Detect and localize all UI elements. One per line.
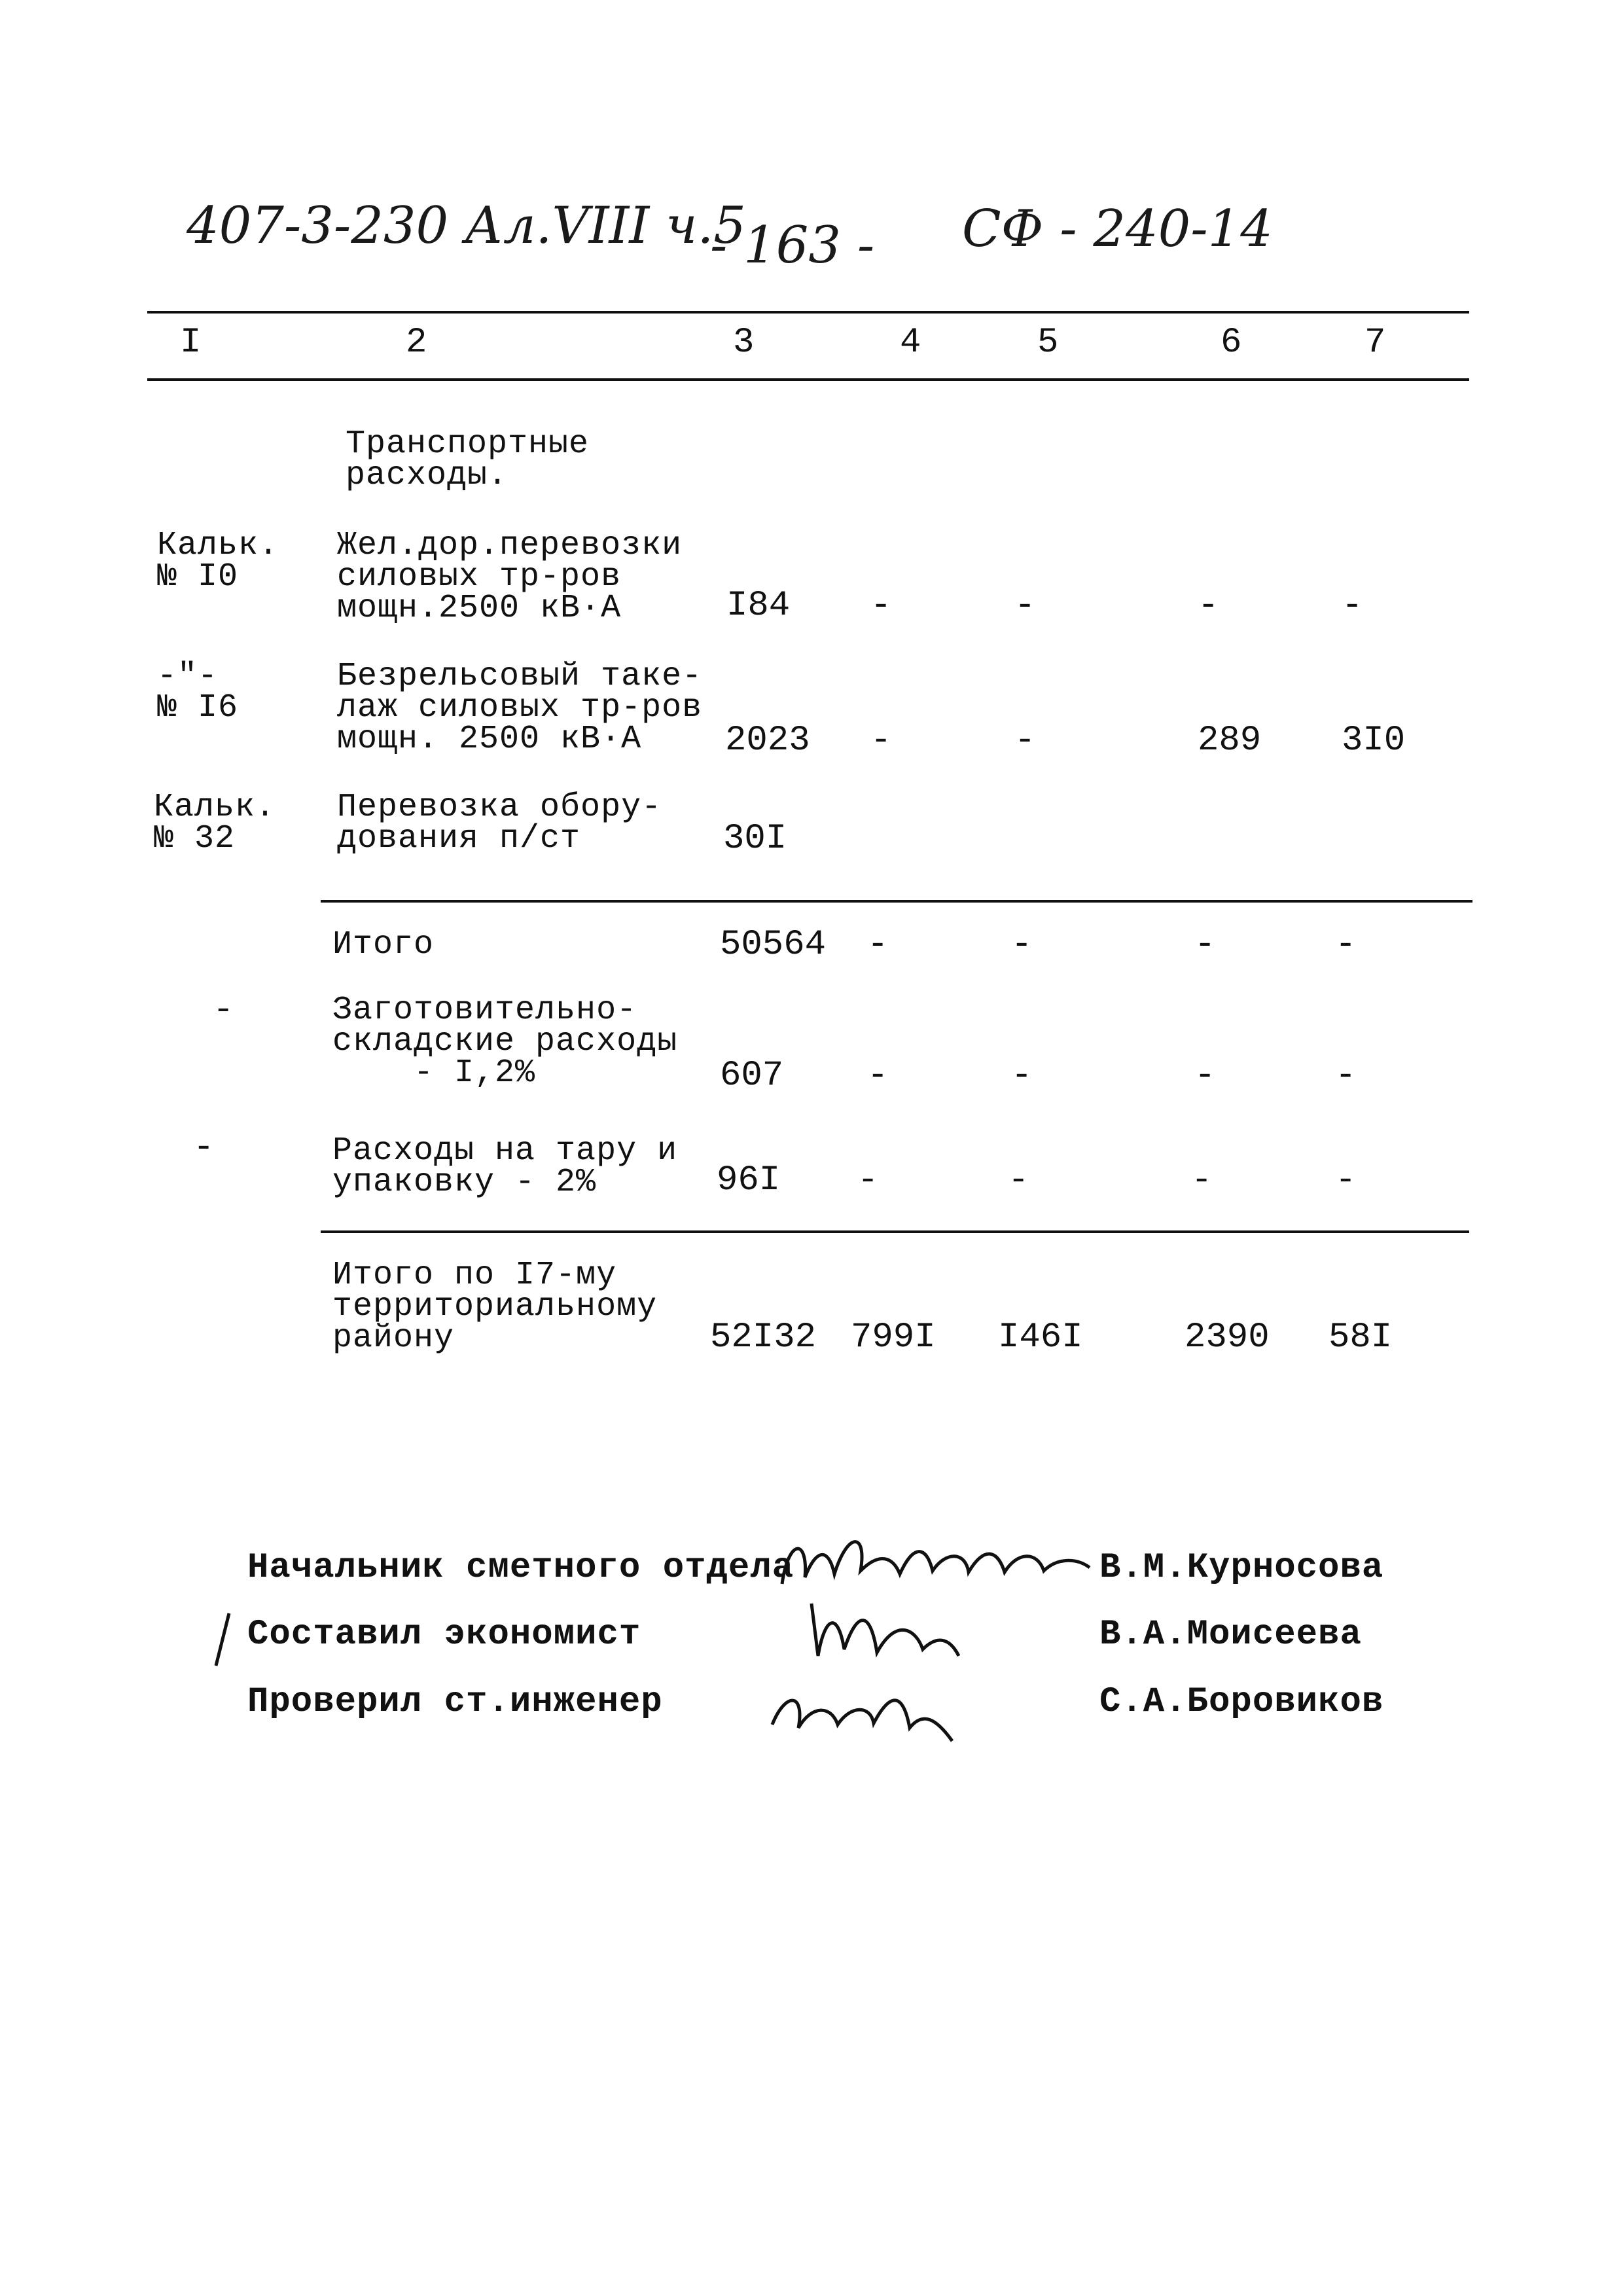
col-header-1: I bbox=[180, 323, 202, 363]
table-top-rule bbox=[147, 311, 1469, 314]
row-name: Итого bbox=[332, 926, 435, 963]
cell-col4: - bbox=[870, 721, 893, 761]
cell-col4: - bbox=[867, 1056, 889, 1096]
cell-col4: - bbox=[870, 586, 893, 626]
row-name: Жел.дор.перевозки силовых тр-ров мощн.2500 кВ·А bbox=[337, 527, 683, 627]
cell-col6: - bbox=[1194, 925, 1217, 965]
row-ref: Кальк. № 32 bbox=[154, 789, 276, 857]
col-header-2: 2 bbox=[406, 323, 428, 363]
cell-col6: 2390 bbox=[1185, 1318, 1270, 1357]
cell-col5: - bbox=[1011, 925, 1033, 965]
col-header-5: 5 bbox=[1037, 323, 1060, 363]
sheet-code: СФ - 240-14 bbox=[962, 200, 1273, 259]
row-name: Безрельсовый таке- лаж силовых тр-ров мощн. 2500 кВ·А bbox=[337, 658, 703, 758]
handwritten-signature-1 bbox=[769, 1512, 1096, 1604]
subtotal-rule bbox=[321, 900, 1472, 903]
handwritten-signature-2 bbox=[798, 1590, 969, 1669]
page-number: - 163 - bbox=[710, 216, 875, 275]
cell-col3: 2023 bbox=[725, 721, 810, 761]
signature-role: Составил экономист bbox=[247, 1615, 641, 1655]
cell-col6: - bbox=[1194, 1056, 1217, 1096]
col-header-4: 4 bbox=[900, 323, 922, 363]
document-code: 407-3-230 Ал.VIII ч.5 bbox=[187, 196, 746, 255]
row-ref: - bbox=[193, 1128, 215, 1168]
section-title: Транспортные расходы. bbox=[346, 425, 590, 494]
cell-col7: - bbox=[1335, 1160, 1357, 1200]
cell-col4: 799I bbox=[851, 1318, 936, 1357]
row-name: Заготовительно- складские расходы - I,2% bbox=[332, 992, 678, 1092]
cell-col7: - bbox=[1335, 925, 1357, 965]
signature-name: В.М.Курносова bbox=[1099, 1548, 1384, 1588]
row-name: Расходы на тару и упаковку - 2% bbox=[332, 1132, 678, 1201]
cell-col6: 289 bbox=[1198, 721, 1262, 761]
cell-col3: 30I bbox=[723, 819, 787, 859]
total-rule bbox=[321, 1230, 1469, 1233]
col-header-6: 6 bbox=[1221, 323, 1243, 363]
cell-col4: - bbox=[867, 925, 889, 965]
signature-role: Начальник сметного отдела bbox=[247, 1548, 794, 1588]
cell-col7: 58I bbox=[1329, 1318, 1393, 1357]
cell-col7: - bbox=[1335, 1056, 1357, 1096]
cell-col3: 607 bbox=[720, 1056, 784, 1096]
cell-col3: 96I bbox=[717, 1160, 781, 1200]
col-header-7: 7 bbox=[1364, 323, 1387, 363]
cell-col5: I46I bbox=[998, 1318, 1083, 1357]
col-header-3: 3 bbox=[733, 323, 755, 363]
cell-col3: 52I32 bbox=[710, 1318, 817, 1357]
cell-col5: - bbox=[1008, 1160, 1030, 1200]
signature-slash-mark bbox=[209, 1610, 236, 1669]
row-ref: - bbox=[213, 990, 235, 1030]
signature-name: С.А.Боровиков bbox=[1099, 1682, 1384, 1722]
cell-col7: - bbox=[1342, 586, 1364, 626]
cell-col6: - bbox=[1198, 586, 1220, 626]
cell-col6: - bbox=[1191, 1160, 1213, 1200]
cell-col5: - bbox=[1011, 1056, 1033, 1096]
row-ref: -"- № I6 bbox=[157, 658, 239, 726]
cell-col7: 3I0 bbox=[1342, 721, 1406, 761]
cell-col5: - bbox=[1014, 586, 1037, 626]
row-name: Перевозка обору- дования п/ст bbox=[337, 789, 662, 857]
signature-name: В.А.Моисеева bbox=[1099, 1615, 1362, 1655]
row-ref: Кальк. № I0 bbox=[157, 527, 279, 596]
signature-role: Проверил ст.инженер bbox=[247, 1682, 663, 1722]
cell-col5: - bbox=[1014, 721, 1037, 761]
cell-col3: 50564 bbox=[720, 925, 827, 965]
cell-col4: - bbox=[857, 1160, 880, 1200]
handwritten-signature-3 bbox=[759, 1666, 969, 1751]
table-header-rule bbox=[147, 378, 1469, 381]
row-name: Итого по I7-му территориальному району bbox=[332, 1257, 658, 1357]
cell-col3: I84 bbox=[726, 586, 791, 626]
